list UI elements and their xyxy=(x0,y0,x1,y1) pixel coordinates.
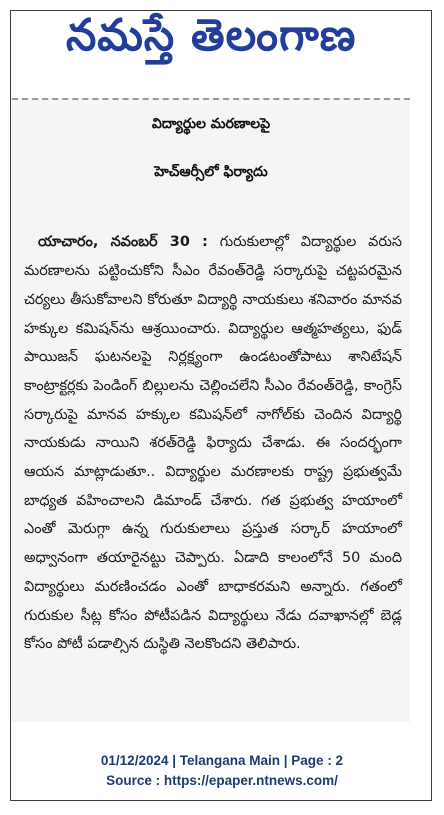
headline-line-2: హెచ్‌ఆర్సీలో ఫిర్యాదు xyxy=(154,164,268,180)
article-dateline: యాచారం, నవంబర్ 30 : xyxy=(38,234,208,251)
edition-info: 01/12/2024 | Telangana Main | Page : 2 xyxy=(100,753,344,768)
article-body xyxy=(24,228,402,659)
article-clipping xyxy=(12,98,410,722)
clipping-cut-edge xyxy=(12,98,410,104)
article-body-text: గురుకులాల్లో విద్యార్థుల వరుస మరణాలను పట్టించుకోని సీఎం రేవంత్‌రెడ్డి సర్కారుపై చట్టపరమైన చర్యలు తీసుకోవాలని కోరుతూ విద్యార్థి నాయకులు శనివారం మానవ హక్కుల కమిషన్‌ను ఆశ్రయించారు. విద్యార్థుల ఆత్మహత్యలు, ఫుడ్ పాయిజన్ ఘటనలపై నిర్లక్ష్యంగా ఉండటంతోపాటు శానిటేషన్ కాంట్రాక్టర్లకు పెండింగ్ బిల్లులను చెల్లించలేని సీఎం రేవంత్‌రెడ్డి, కాంగ్రెస్ సర్కారుపై మానవ హక్కుల కమిషన్‌లో నాగోల్‌కు చెందిన విద్యార్థి నాయకుడు నాయిని శరత్‌రెడ్డి ఫిర్యాదు చేశాడు. ఈ సందర్భంగా ఆయన మాట్లాడుతూ.. విద్యార్థుల మరణాలకు రాష్ట్ర ప్రభుత్వమే బాధ్యత వహించాలని డిమాండ్ చేశారు. గత ప్రభుత్వ హయాంలో ఎంతో మెరుగ్గా ఉన్న గురుకులాలు ప్రస్తుత సర్కార్ హయాంలో అధ్వానంగా తయారైనట్టు చెప్పారు. ఏడాది కాలంలోనే 50 మంది విద్యార్థులు మరణించడం ఎంతో బాధాకరమని అన్నారు. గతంలో గురుకుల సీట్ల కోసం పోటీపడిన విద్యార్థులు నేడు దవాఖానల్లో బెడ్ల కోసం పోటీ పడాల్సిన దుస్థితి నెలకొందని తెలిపారు. xyxy=(24,234,402,653)
masthead-logo-text: నమస్తే తెలంగాణ xyxy=(65,10,357,61)
newspaper-masthead xyxy=(12,10,410,72)
headline-line-1: విద్యార్థుల మరణాలపై xyxy=(151,116,271,132)
source-url[interactable]: Source : https://epaper.ntnews.com/ xyxy=(106,773,338,788)
